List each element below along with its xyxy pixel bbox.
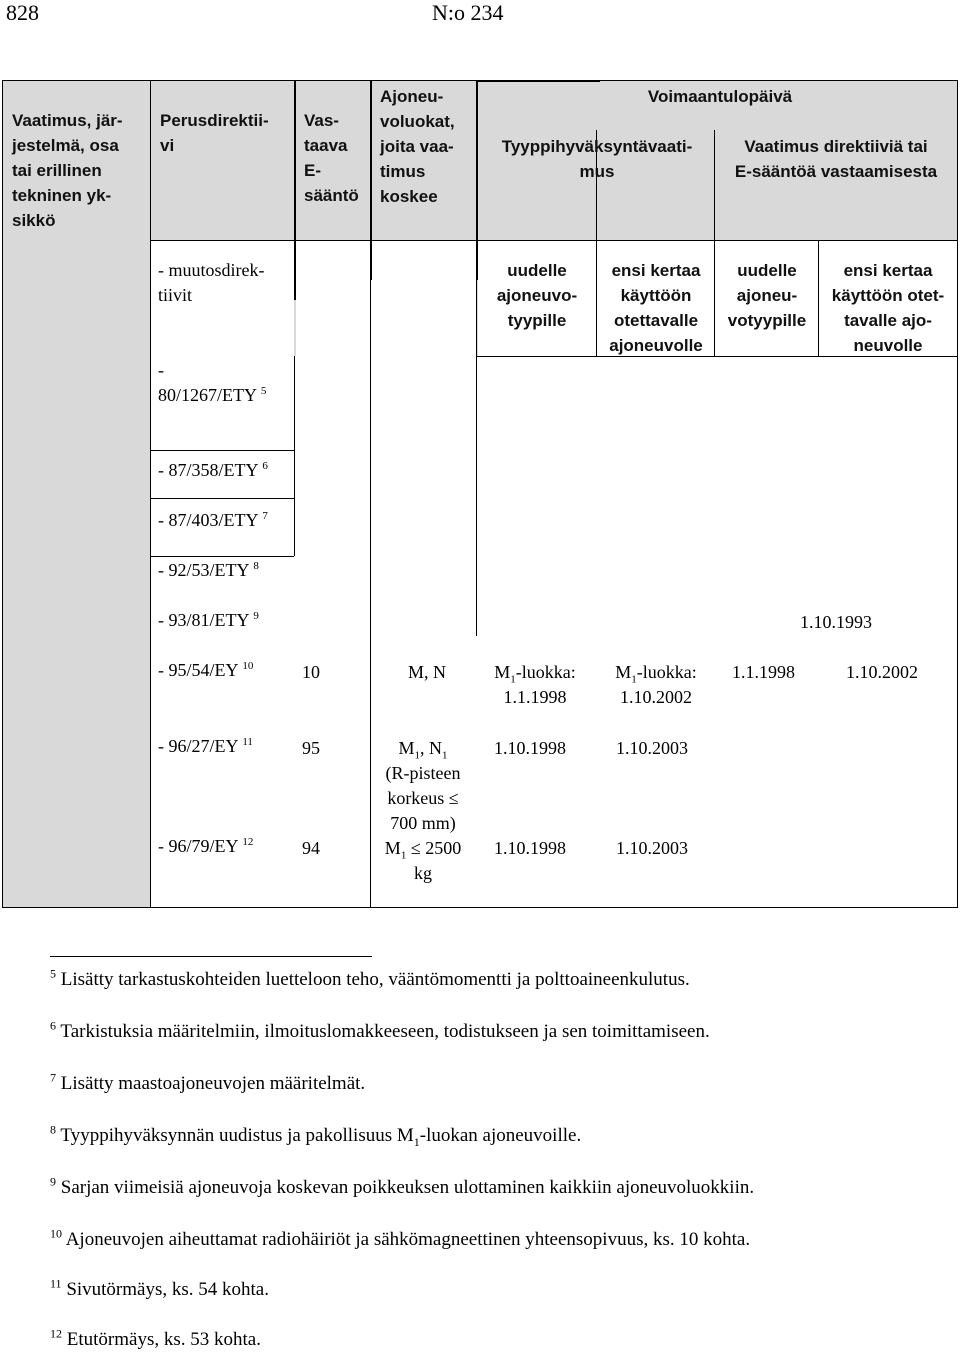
- row-92-53: - 92/53/ETY $^8$: [158, 560, 259, 580]
- footnote-9: $^9$ Sarjan viimeisiä ajoneuvoja koskevan poikkeuksen ulottaminen kaikkiin ajoneuvoluokkiin.: [50, 1174, 755, 1198]
- row-95-54-first-use-date: $M_1$-luokka: 1.10.2002: [615, 662, 697, 707]
- header-base-directive: Perusdirektii- vi: [160, 111, 269, 155]
- footnote-6: $^6$ Tarkistuksia määritelmiin, ilmoituslomakkeeseen, todistukseen ja sen toimittamiseen.: [50, 1018, 710, 1042]
- row-87-358: - 87/358/ETY $^6$: [158, 460, 268, 480]
- row-96-27-classes: $M_1$, $N_1$ (R-pisteen korkeus ≤ 700 mm): [385, 738, 461, 833]
- header-compliance: Vaatimus direktiiviä tai E-sääntöä vastaamisesta: [734, 137, 938, 181]
- header-e-regulation: Vas- taava E- sääntö: [304, 111, 359, 205]
- row-96-27-regulation: 95: [302, 738, 320, 758]
- row-95-54: - 95/54/EY $^{10}$: [158, 660, 254, 680]
- row-96-27: - 96/27/EY $^{11}$: [158, 736, 253, 756]
- col1-shade: [2, 240, 150, 908]
- row-93-81: - 93/81/ETY $^9$: [158, 610, 259, 630]
- row-96-79-first-use-date: 1.10.2003: [616, 838, 688, 858]
- header-entry-into-force: Voimaantulopäivä: [647, 87, 793, 106]
- subheader-new-type-2: uudelle ajoneu- votyypille: [727, 261, 807, 330]
- blank-subcell: [296, 241, 476, 356]
- row-93-81-date: 1.10.1993: [800, 612, 872, 632]
- page-number: 828: [6, 0, 39, 25]
- row-96-27-first-use-date: 1.10.2003: [616, 738, 688, 758]
- row-95-54-classes: M, N: [407, 662, 446, 682]
- row-96-27-type-date: 1.10.1998: [494, 738, 566, 758]
- footnote-8: $^8$ Tyyppihyväksynnän uudistus ja pakollisuus $M_1$-luokan ajoneuvoille.: [50, 1122, 582, 1149]
- amending-directives-label: - muutosdirek- tiivit: [158, 260, 265, 305]
- subheader-first-use-2: ensi kertaa käyttöön otet- tavalle ajo- neuvolle: [831, 261, 945, 355]
- footnote-11: $^{11}$ Sivutörmäys, ks. 54 kohta.: [50, 1276, 269, 1300]
- issue-number: N:o 234: [432, 0, 504, 25]
- footnote-10: $^{10}$ Ajoneuvojen aiheuttamat radiohäiriöt ja sähkömagneettinen yhteensopivuus, ks. 10 kohta.: [50, 1226, 751, 1250]
- footnote-5: $^5$ Lisätty tarkastuskohteiden luetteloon teho, vääntömomentti ja polttoaineenkulutus.: [50, 966, 690, 990]
- subheader-new-type-1: uudelle ajoneuvo- tyypille: [496, 261, 578, 330]
- row-96-79: - 96/79/EY $^{12}$: [158, 836, 254, 856]
- footnote-12: $^{12}$ Etutörmäys, ks. 53 kohta.: [50, 1326, 261, 1350]
- row-96-79-classes: $M_1 \le 2500$ kg: [384, 838, 462, 883]
- footnote-rule: [50, 956, 372, 957]
- row-95-54-type-date: $M_1$-luokka: 1.1.1998: [494, 662, 576, 707]
- row-80-1267: - 80/1267/ETY $^5$: [158, 360, 267, 405]
- subheader-first-use-1: ensi kertaa käyttöön otettavalle ajoneuvolle: [609, 261, 703, 355]
- row-95-54-compliance-new: 1.1.1998: [732, 662, 795, 682]
- row-95-54-compliance-first: 1.10.2002: [846, 662, 918, 682]
- header-vehicle-classes: Ajoneu- voluokat, joita vaa- timus koskee: [380, 87, 455, 206]
- header-type-approval: Tyyppihyväksyntävaati- mus: [501, 137, 693, 181]
- row-96-79-type-date: 1.10.1998: [494, 838, 566, 858]
- row-95-54-regulation: 10: [302, 662, 320, 682]
- row-87-403: - 87/403/ETY $^7$: [158, 510, 268, 530]
- header-requirement: Vaatimus, jär- jestelmä, osa tai erillinen tekninen yk- sikkö: [12, 111, 123, 230]
- row-96-79-regulation: 94: [302, 838, 320, 858]
- footnote-7: $^7$ Lisätty maastoajoneuvojen määritelmät.: [50, 1070, 366, 1094]
